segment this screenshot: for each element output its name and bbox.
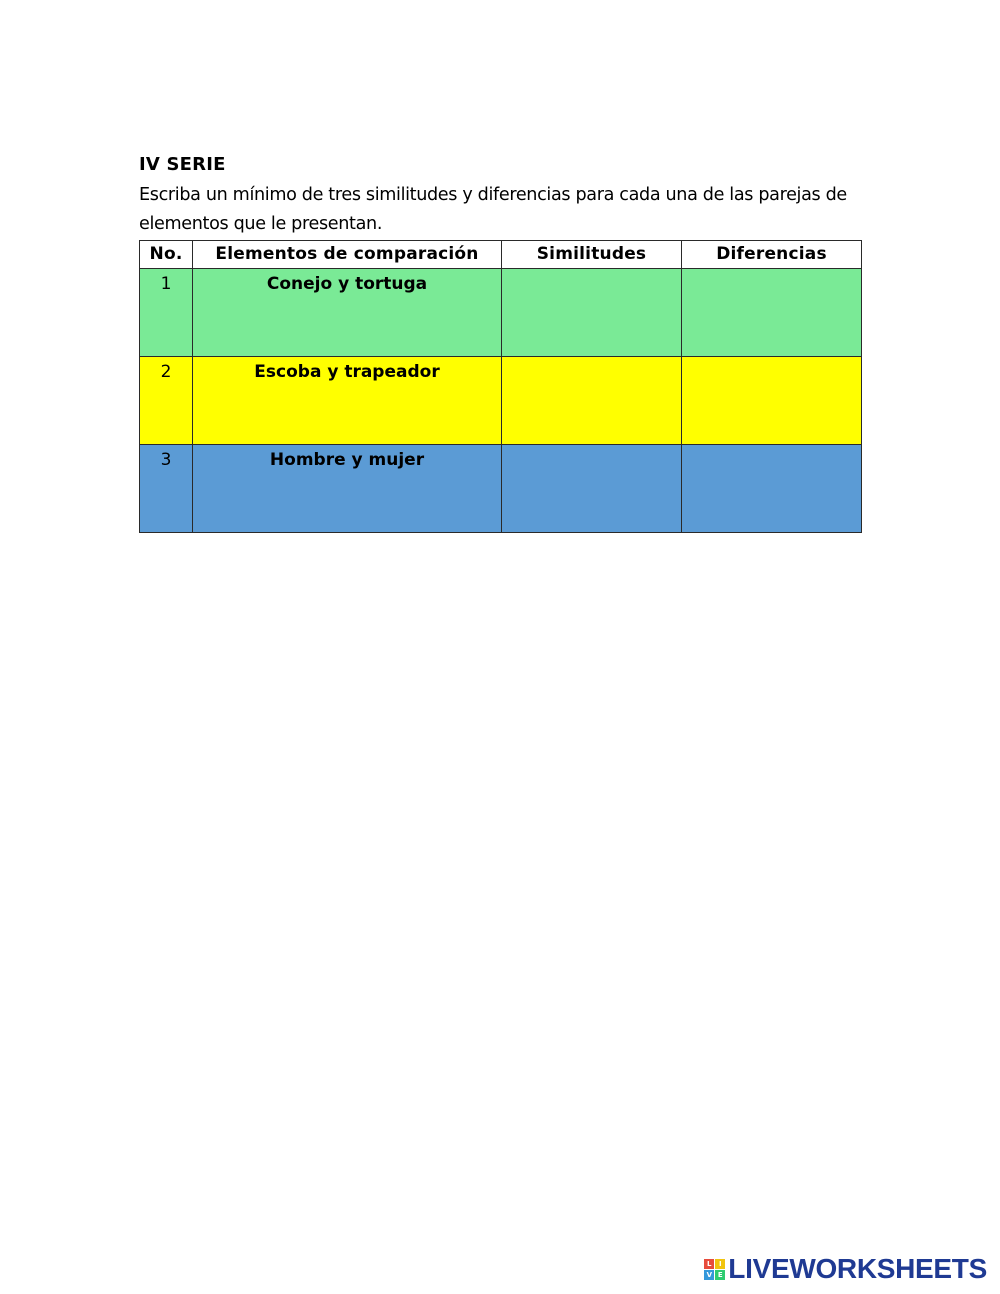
header-elementos: Elementos de comparación <box>193 241 502 269</box>
section-title: IV SERIE <box>139 154 226 175</box>
liveworksheets-brand <box>704 1254 987 1284</box>
row-number: 3 <box>140 445 193 533</box>
diferencias-cell[interactable] <box>682 269 862 357</box>
similitudes-cell[interactable] <box>502 269 682 357</box>
liveworksheets-logo-text: LIVEWORKSHEETS <box>728 1253 987 1284</box>
table-row <box>140 445 862 533</box>
diferencias-cell[interactable] <box>682 445 862 533</box>
liveworksheets-logo-icon <box>704 1259 725 1280</box>
similitudes-cell[interactable] <box>502 357 682 445</box>
header-diferencias: Diferencias <box>682 241 862 269</box>
comparison-table <box>139 240 862 533</box>
row-number: 1 <box>140 269 193 357</box>
instructions-text: Escriba un mínimo de tres similitudes y diferencias para cada una de las parejas de elementos que le presentan. <box>139 185 847 234</box>
diferencias-cell[interactable] <box>682 357 862 445</box>
table-header-row <box>140 241 862 269</box>
logo-letter-i: I <box>715 1259 725 1269</box>
table-row <box>140 269 862 357</box>
row-elements: Escoba y trapeador <box>193 357 502 445</box>
logo-letter-v: V <box>704 1270 714 1280</box>
row-elements: Hombre y mujer <box>193 445 502 533</box>
row-elements: Conejo y tortuga <box>193 269 502 357</box>
row-number: 2 <box>140 357 193 445</box>
similitudes-cell[interactable] <box>502 445 682 533</box>
header-similitudes: Similitudes <box>502 241 682 269</box>
logo-letter-e: E <box>715 1270 725 1280</box>
logo-letter-l: L <box>704 1259 714 1269</box>
table-row <box>140 357 862 445</box>
header-no: No. <box>140 241 193 269</box>
